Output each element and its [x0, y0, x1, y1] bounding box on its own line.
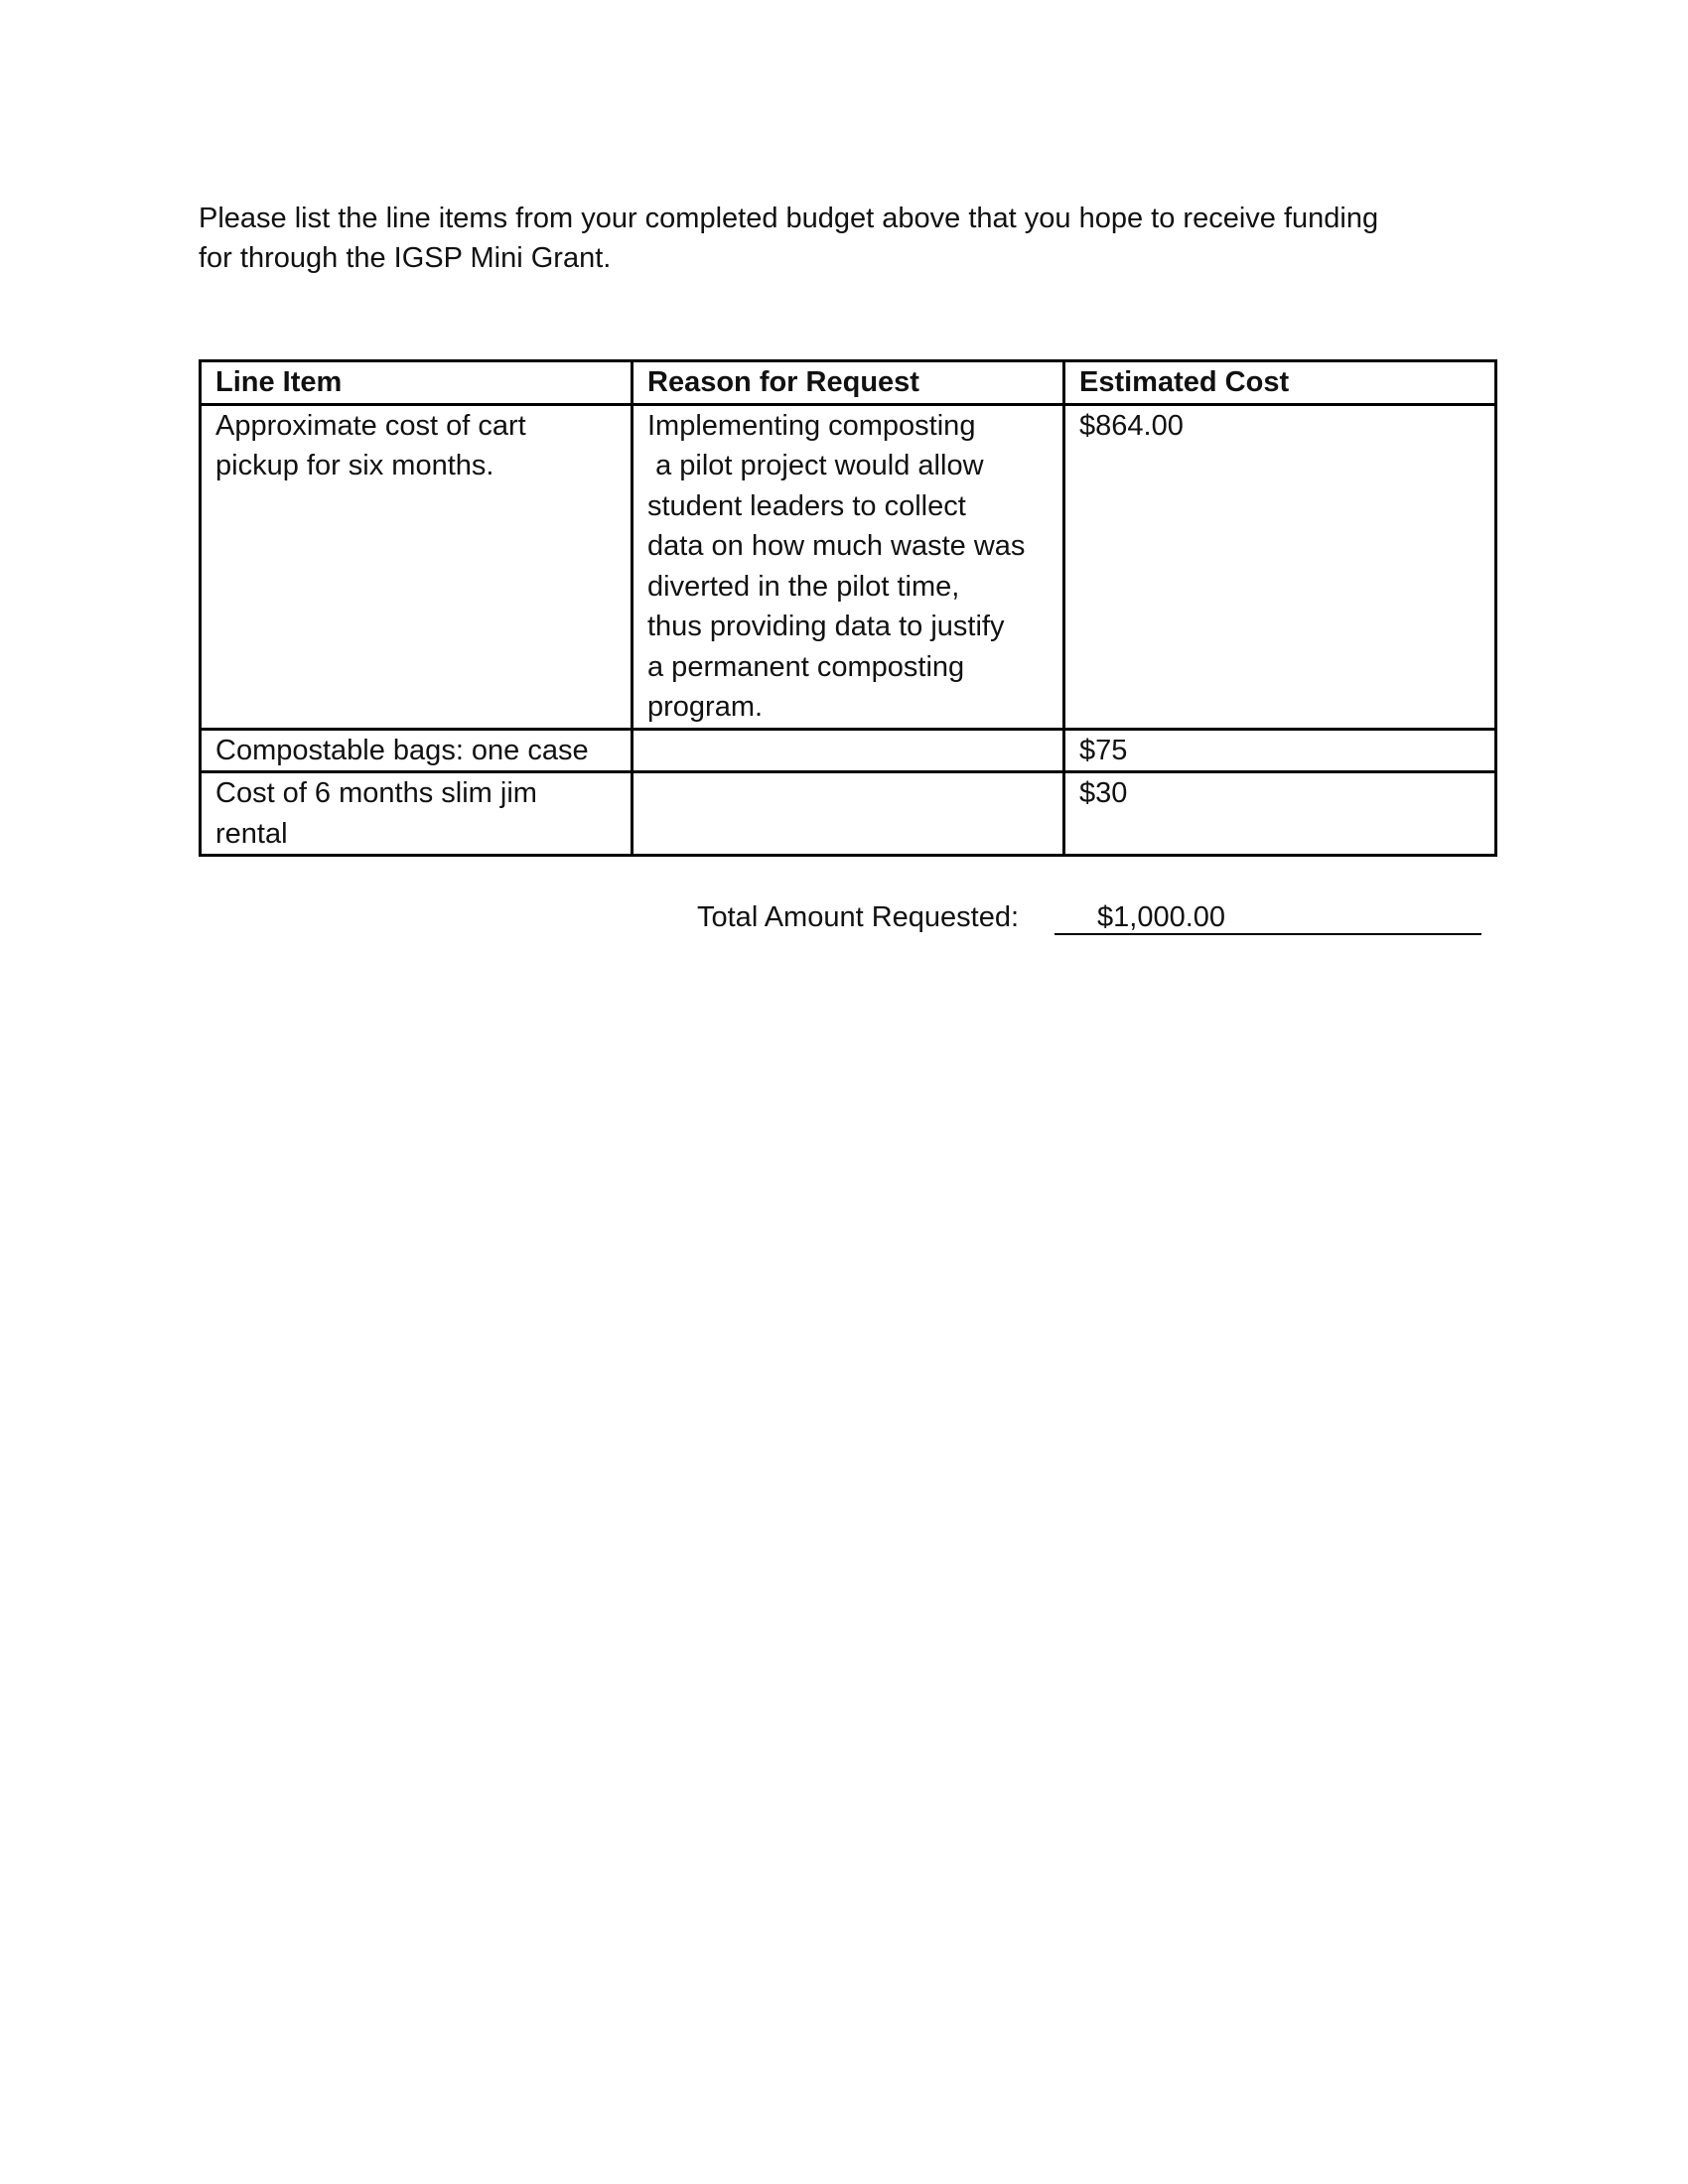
line-item-cell: [201, 772, 633, 856]
reason-text: Implementing composting a pilot project would allow student leaders to collect data on how much waste was diverted in the pilot time, thus providing data to justify a permanent composting program.: [647, 409, 1026, 723]
line-item-cell: [201, 729, 633, 772]
cost-cell: [1064, 772, 1496, 856]
total-amount-label: Total Amount Requested:: [697, 901, 1020, 933]
header-reason-for-request: Reason for Request: [633, 361, 1064, 405]
header-line-item: Line Item: [201, 361, 633, 405]
cost-text: $864.00: [1079, 409, 1184, 442]
line-item-text: Approximate cost of cart pickup for six months.: [215, 409, 526, 481]
cost-cell: [1064, 404, 1496, 729]
intro-paragraph: [199, 199, 1509, 278]
cost-cell: [1064, 729, 1496, 772]
table-row: [201, 772, 1496, 856]
cost-text: $30: [1079, 777, 1128, 809]
line-item-text: Compostable bags: one case: [215, 734, 589, 766]
line-item-text: Cost of 6 months slim jim rental: [215, 777, 537, 850]
total-amount-field: [1055, 897, 1481, 935]
total-amount-row: [697, 897, 1226, 937]
total-amount-value: $1,000.00: [1097, 901, 1226, 933]
header-estimated-cost: Estimated Cost: [1064, 361, 1496, 405]
line-item-cell: [201, 404, 633, 729]
reason-cell: [633, 772, 1064, 856]
cost-text: $75: [1079, 734, 1128, 766]
intro-line-1: Please list the line items from your completed budget above that you hope to receive funding: [199, 203, 1379, 234]
intro-line-2: for through the IGSP Mini Grant.: [199, 242, 612, 274]
reason-cell: [633, 404, 1064, 729]
reason-cell: [633, 729, 1064, 772]
table-row: [201, 729, 1496, 772]
table-header-row: [201, 361, 1496, 405]
budget-table: [199, 359, 1497, 857]
table-row: [201, 404, 1496, 729]
